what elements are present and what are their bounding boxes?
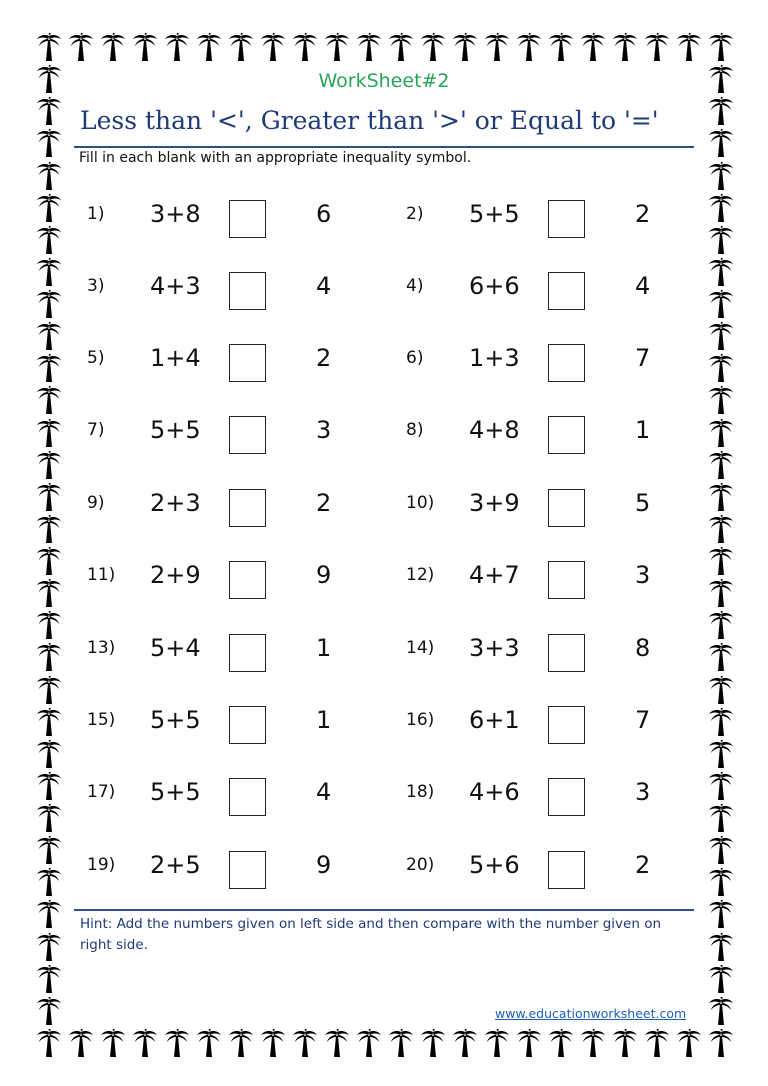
compare-number: 2 <box>635 851 651 879</box>
problem-item <box>80 622 380 682</box>
palm-tree-icon <box>452 1028 478 1058</box>
problem-item <box>399 332 699 392</box>
palm-tree-icon <box>708 675 734 705</box>
worksheet-label: WorkSheet#2 <box>318 70 450 92</box>
problem-item <box>80 839 380 899</box>
palm-tree-icon <box>36 385 62 415</box>
palm-tree-icon <box>708 546 734 576</box>
palm-tree-icon <box>36 546 62 576</box>
palm-tree-icon <box>708 193 734 223</box>
palm-tree-icon <box>356 32 382 62</box>
problem-expression: 5+5 <box>150 416 201 444</box>
answer-box[interactable] <box>548 200 585 238</box>
palm-tree-icon <box>708 482 734 512</box>
palm-tree-icon <box>708 257 734 287</box>
palm-tree-icon <box>708 932 734 962</box>
problem-number: 8) <box>406 420 424 440</box>
problem-number: 14) <box>406 638 435 658</box>
palm-tree-icon <box>484 1028 510 1058</box>
palm-tree-icon <box>36 289 62 319</box>
palm-tree-icon <box>708 450 734 480</box>
problem-number: 9) <box>87 493 105 513</box>
answer-box[interactable] <box>548 489 585 527</box>
palm-tree-icon <box>484 32 510 62</box>
palm-tree-icon <box>36 321 62 351</box>
problem-expression: 6+6 <box>469 272 520 300</box>
palm-tree-icon <box>708 353 734 383</box>
answer-box[interactable] <box>548 561 585 599</box>
problem-item <box>80 260 380 320</box>
instructions: Fill in each blank with an appropriate inequality symbol. <box>79 150 472 166</box>
palm-tree-icon <box>36 418 62 448</box>
problem-number: 6) <box>406 348 424 368</box>
palm-tree-icon <box>100 1028 126 1058</box>
palm-tree-icon <box>36 225 62 255</box>
compare-number: 5 <box>635 489 651 517</box>
compare-number: 4 <box>316 778 332 806</box>
problem-number: 10) <box>406 493 435 513</box>
problem-expression: 2+3 <box>150 489 201 517</box>
palm-tree-icon <box>548 1028 574 1058</box>
answer-box[interactable] <box>548 778 585 816</box>
palm-tree-icon <box>708 899 734 929</box>
answer-box[interactable] <box>229 200 266 238</box>
palm-tree-icon <box>708 835 734 865</box>
palm-tree-icon <box>708 867 734 897</box>
compare-number: 6 <box>316 200 332 228</box>
problem-number: 13) <box>87 638 116 658</box>
palm-tree-icon <box>708 514 734 544</box>
palm-tree-icon <box>68 32 94 62</box>
palm-tree-icon <box>36 739 62 769</box>
palm-tree-icon <box>388 32 414 62</box>
palm-tree-icon <box>708 96 734 126</box>
compare-number: 8 <box>635 634 651 662</box>
palm-tree-icon <box>36 128 62 158</box>
palm-tree-icon <box>548 32 574 62</box>
palm-tree-icon <box>36 835 62 865</box>
palm-tree-icon <box>36 353 62 383</box>
palm-tree-icon <box>36 514 62 544</box>
answer-box[interactable] <box>548 416 585 454</box>
palm-tree-icon <box>516 32 542 62</box>
palm-tree-icon <box>260 1028 286 1058</box>
problem-number: 16) <box>406 710 435 730</box>
palm-tree-icon <box>708 578 734 608</box>
palm-tree-icon <box>420 32 446 62</box>
problem-number: 18) <box>406 782 435 802</box>
palm-tree-icon <box>516 1028 542 1058</box>
answer-box[interactable] <box>548 706 585 744</box>
palm-tree-icon <box>580 32 606 62</box>
problem-item <box>399 766 699 826</box>
website-link[interactable]: www.educationworksheet.com <box>495 1006 687 1021</box>
compare-number: 1 <box>635 416 651 444</box>
palm-tree-icon <box>708 225 734 255</box>
palm-tree-icon <box>708 161 734 191</box>
palm-tree-icon <box>132 32 158 62</box>
problem-item <box>80 766 380 826</box>
palm-tree-icon <box>36 803 62 833</box>
palm-tree-icon <box>132 1028 158 1058</box>
problem-expression: 6+1 <box>469 706 520 734</box>
palm-tree-icon <box>708 707 734 737</box>
compare-number: 3 <box>635 778 651 806</box>
palm-tree-icon <box>708 1028 734 1058</box>
problem-expression: 2+9 <box>150 561 201 589</box>
compare-number: 9 <box>316 851 332 879</box>
problem-item <box>399 260 699 320</box>
compare-number: 3 <box>635 561 651 589</box>
problem-expression: 5+6 <box>469 851 520 879</box>
problem-item <box>399 549 699 609</box>
answer-box[interactable] <box>229 416 266 454</box>
palm-tree-icon <box>612 32 638 62</box>
palm-tree-icon <box>228 1028 254 1058</box>
palm-tree-icon <box>708 128 734 158</box>
problem-item <box>399 839 699 899</box>
palm-tree-icon <box>708 418 734 448</box>
problem-expression: 3+8 <box>150 200 201 228</box>
palm-tree-icon <box>676 32 702 62</box>
palm-tree-icon <box>196 1028 222 1058</box>
problem-item <box>80 694 380 754</box>
answer-box[interactable] <box>229 706 266 744</box>
compare-number: 4 <box>635 272 651 300</box>
problem-item <box>399 404 699 464</box>
palm-tree-icon <box>36 96 62 126</box>
palm-tree-icon <box>36 193 62 223</box>
answer-box[interactable] <box>548 272 585 310</box>
palm-tree-icon <box>324 32 350 62</box>
palm-tree-icon <box>356 1028 382 1058</box>
problem-item <box>80 549 380 609</box>
palm-tree-icon <box>708 771 734 801</box>
palm-tree-icon <box>36 257 62 287</box>
answer-box[interactable] <box>548 344 585 382</box>
answer-box[interactable] <box>548 851 585 889</box>
problem-expression: 5+5 <box>469 200 520 228</box>
palm-tree-icon <box>452 32 478 62</box>
palm-tree-icon <box>708 739 734 769</box>
palm-tree-icon <box>164 1028 190 1058</box>
palm-tree-icon <box>164 32 190 62</box>
problem-item <box>399 477 699 537</box>
palm-tree-icon <box>36 578 62 608</box>
palm-tree-icon <box>36 964 62 994</box>
palm-tree-icon <box>36 675 62 705</box>
problem-number: 4) <box>406 276 424 296</box>
problem-item <box>80 332 380 392</box>
problem-expression: 4+8 <box>469 416 520 444</box>
palm-tree-icon <box>292 32 318 62</box>
palm-tree-icon <box>420 1028 446 1058</box>
problem-item <box>399 188 699 248</box>
problem-expression: 4+3 <box>150 272 201 300</box>
palm-tree-icon <box>68 1028 94 1058</box>
problem-item <box>399 622 699 682</box>
problem-expression: 5+5 <box>150 706 201 734</box>
compare-number: 7 <box>635 344 651 372</box>
problem-expression: 1+4 <box>150 344 201 372</box>
problem-number: 17) <box>87 782 116 802</box>
problem-number: 15) <box>87 710 116 730</box>
palm-tree-icon <box>36 161 62 191</box>
problem-item <box>80 404 380 464</box>
palm-tree-icon <box>708 964 734 994</box>
compare-number: 1 <box>316 634 332 662</box>
palm-tree-icon <box>708 385 734 415</box>
hint-text: Hint: Add the numbers given on left side and then compare with the number given on right side. <box>80 916 662 953</box>
palm-tree-icon <box>36 1028 62 1058</box>
problem-expression: 4+6 <box>469 778 520 806</box>
problem-expression: 4+7 <box>469 561 520 589</box>
problem-expression: 5+4 <box>150 634 201 662</box>
palm-tree-icon <box>644 1028 670 1058</box>
compare-number: 3 <box>316 416 332 444</box>
palm-tree-icon <box>36 642 62 672</box>
problem-number: 5) <box>87 348 105 368</box>
answer-box[interactable] <box>229 634 266 672</box>
palm-tree-icon <box>36 482 62 512</box>
palm-tree-icon <box>708 289 734 319</box>
problem-item <box>80 188 380 248</box>
palm-tree-icon <box>324 1028 350 1058</box>
compare-number: 7 <box>635 706 651 734</box>
compare-number: 2 <box>316 489 332 517</box>
problem-grid <box>80 188 680 908</box>
compare-number: 4 <box>316 272 332 300</box>
problem-item <box>399 694 699 754</box>
palm-tree-icon <box>100 32 126 62</box>
answer-box[interactable] <box>229 489 266 527</box>
hint-divider <box>74 909 694 911</box>
palm-tree-icon <box>36 932 62 962</box>
palm-tree-icon <box>36 899 62 929</box>
answer-box[interactable] <box>229 851 266 889</box>
palm-tree-icon <box>708 321 734 351</box>
problem-expression: 5+5 <box>150 778 201 806</box>
palm-tree-icon <box>36 867 62 897</box>
palm-tree-icon <box>36 771 62 801</box>
palm-tree-icon <box>260 32 286 62</box>
problem-number: 3) <box>87 276 105 296</box>
problem-number: 12) <box>406 565 435 585</box>
compare-number: 9 <box>316 561 332 589</box>
palm-tree-icon <box>36 610 62 640</box>
palm-tree-icon <box>228 32 254 62</box>
palm-tree-icon <box>676 1028 702 1058</box>
problem-expression: 3+9 <box>469 489 520 517</box>
palm-tree-icon <box>644 32 670 62</box>
palm-tree-icon <box>36 707 62 737</box>
palm-tree-icon <box>708 642 734 672</box>
palm-tree-icon <box>708 803 734 833</box>
problem-expression: 2+5 <box>150 851 201 879</box>
worksheet-title: Less than '<', Greater than '>' or Equal to '=' <box>80 106 659 135</box>
palm-tree-icon <box>708 610 734 640</box>
compare-number: 2 <box>316 344 332 372</box>
palm-tree-icon <box>36 996 62 1026</box>
answer-box[interactable] <box>229 561 266 599</box>
problem-expression: 1+3 <box>469 344 520 372</box>
problem-number: 2) <box>406 204 424 224</box>
problem-number: 1) <box>87 204 105 224</box>
palm-tree-icon <box>708 32 734 62</box>
problem-number: 20) <box>406 855 435 875</box>
problem-expression: 3+3 <box>469 634 520 662</box>
palm-tree-icon <box>292 1028 318 1058</box>
palm-tree-icon <box>708 996 734 1026</box>
palm-tree-icon <box>580 1028 606 1058</box>
palm-tree-icon <box>36 450 62 480</box>
title-divider <box>74 146 694 148</box>
problem-number: 7) <box>87 420 105 440</box>
problem-number: 11) <box>87 565 116 585</box>
compare-number: 1 <box>316 706 332 734</box>
answer-box[interactable] <box>548 634 585 672</box>
palm-tree-icon <box>36 32 62 62</box>
palm-tree-icon <box>196 32 222 62</box>
answer-box[interactable] <box>229 344 266 382</box>
compare-number: 2 <box>635 200 651 228</box>
palm-tree-icon <box>388 1028 414 1058</box>
answer-box[interactable] <box>229 778 266 816</box>
problem-item <box>80 477 380 537</box>
palm-tree-icon <box>612 1028 638 1058</box>
answer-box[interactable] <box>229 272 266 310</box>
problem-number: 19) <box>87 855 116 875</box>
